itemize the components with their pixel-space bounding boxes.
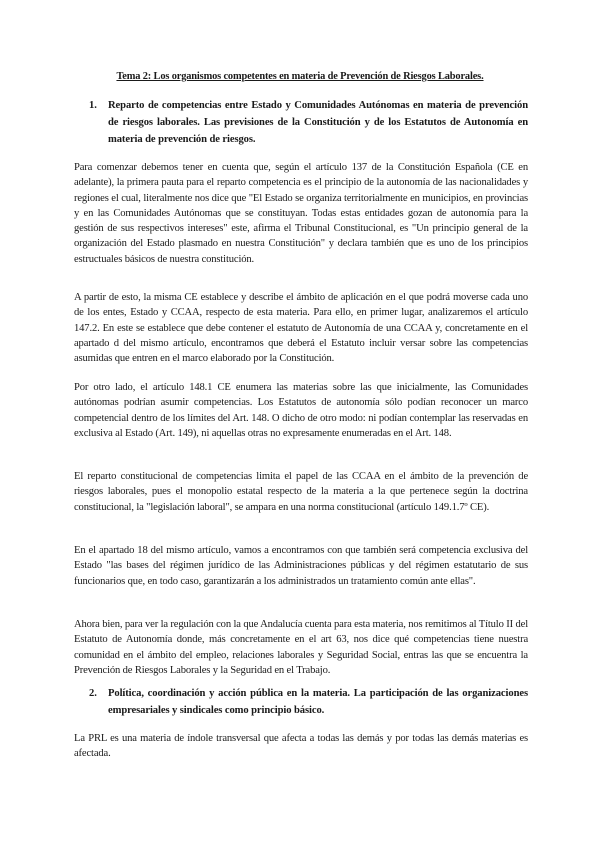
paragraph-4: El reparto constitucional de competencias limita el papel de las CCAA en el ámbito de la prevención de riesgos laborales, pues el monopolio estatal respecto de la materia a la que pertenece según la doctrina constitucional, la "legislación laboral", se ampara en una norma constitucional (artículo 149.1.7º CE). bbox=[74, 471, 528, 513]
paragraph-1: Para comenzar debemos tener en cuenta que, según el artículo 137 de la Constitución Española (CE en adelante), la primera pauta para el reparto competencia es el principio de la autonomía de las nacionalidades y regiones el cual, literalmente nos dice que "El Estado se organiza territorialmente en municipios, en provincias y en las Comunidades Autónomas que se constituyan. Todas estas entidades gozan de autonomía para la gestión de sus respectivos intereses" este, afirma el Tribunal Constitucional, es "Un principio general de la organización del Estado plasmado en nuestra Constitución" y declara también que es uno de los principios estructuales básicos de nuestra constitución. bbox=[74, 162, 528, 265]
section-1-text: Reparto de competencias entre Estado y Comunidades Autónomas en materia de prevención de riesgos laborales. Las previsiones de la Constitución y de los Estatutos de Autonomía en materia de prevención de riesgos. bbox=[108, 100, 528, 145]
paragraph-5: En el apartado 18 del mismo artículo, vamos a encontramos con que también será competencia exclusiva del Estado "las bases del régimen jurídico de las Administraciones públicas y del régimen estatutario de sus funcionarios que, en todo caso, garantizarán a los administrados un tratamiento común ante ellas". bbox=[74, 545, 528, 587]
section-1-heading bbox=[89, 97, 528, 148]
paragraph-final: La PRL es una materia de índole transversal que afecta a todas las demás y por todas las demás materias es afectada. bbox=[74, 733, 528, 760]
section-2-text: Política, coordinación y acción pública en la materia. La participación de las organizaciones empresariales y sindicales como principio básico. bbox=[108, 688, 528, 716]
paragraph-2: A partir de esto, la misma CE establece y describe el ámbito de aplicación en el que podrá moverse cada uno de los entes, Estado y CCAA, respecto de esta materia. Para ello, en primer lugar, analizaremos el artículo 147.2. En este se establece que debe contener el estatuto de Autonomía de una CCAA y, concretamente en el apartado d del mismo artículo, encontramos que deberá el Estatuto incluir versar sobre las competencias asumidas que entren en el marco elaborado por la Constitución. bbox=[74, 292, 528, 365]
paragraph-6: Ahora bien, para ver la regulación con la que Andalucía cuenta para esta materia, nos remitimos al Título II del Estatuto de Autonomía donde, más concretamente en el art 63, nos dice qué competencias tiene nuestra comunidad en el ámbito del empleo, relaciones laborales y Seguridad Social, entras las que se encuentra la Prevención de Riesgos Laborales y la Seguridad en el Trabajo. bbox=[74, 619, 528, 676]
section-2-number: 2. bbox=[89, 688, 97, 699]
document-title: Tema 2: Los organismos competentes en materia de Prevención de Riesgos Laborales. bbox=[116, 71, 484, 82]
section-1-number: 1. bbox=[89, 100, 97, 111]
section-2-heading bbox=[89, 685, 528, 719]
paragraph-3: Por otro lado, el artículo 148.1 CE enumera las materias sobre las que inicialmente, las Comunidades autónomas podrían asumir competencias. Los Estatutos de autonomía sólo podían reconocer un marco competencial dentro de los límites del Art. 148. O dicho de otro modo: ni podían contemplar las reservadas en exclusiva al Estado (Art. 149), ni aquellas otras no expresamente enumeradas en el Art. 148. bbox=[74, 382, 528, 439]
